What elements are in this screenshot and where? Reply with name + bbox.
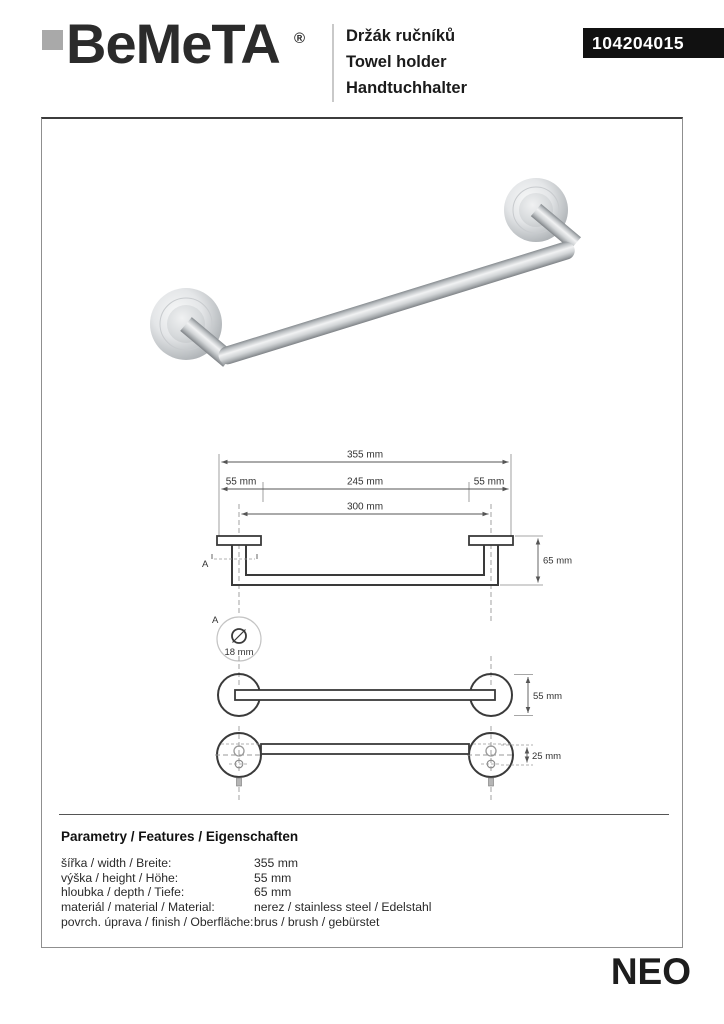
param-value: brus / brush / gebürstet — [254, 914, 380, 929]
param-row — [61, 900, 432, 915]
dim-label-18: 18 mm — [224, 647, 254, 658]
dim-label-55-front: 55 mm — [533, 691, 563, 702]
dim-label-300: 300 mm — [346, 501, 384, 513]
product-photo — [113, 164, 613, 414]
param-row — [61, 856, 432, 871]
param-row — [61, 914, 432, 929]
content-box — [41, 117, 683, 948]
wall-plate-left — [217, 536, 261, 545]
series-name: NEO — [610, 951, 691, 992]
front-bar — [235, 690, 495, 700]
side-view-inner — [246, 545, 484, 575]
param-label: výška / height / Höhe: — [61, 870, 179, 885]
param-value: 55 mm — [254, 870, 292, 885]
param-label: šířka / width / Breite: — [61, 856, 172, 871]
towel-bar — [216, 239, 577, 366]
param-value: nerez / stainless steel / Edelstahl — [254, 900, 432, 915]
product-title-cs: Držák ručníků — [346, 27, 456, 45]
dim-label-55-right: 55 mm — [473, 476, 505, 488]
param-table — [61, 856, 432, 929]
screw-tip — [489, 778, 494, 786]
product-titles — [346, 23, 467, 101]
side-view-outer — [232, 545, 498, 585]
top-bar — [261, 744, 469, 754]
product-title-en: Towel holder — [346, 53, 447, 71]
param-row — [61, 871, 432, 886]
screw-tip — [237, 778, 242, 786]
brand-square-icon — [42, 30, 63, 50]
param-label: materiál / material / Material: — [61, 900, 215, 915]
wall-plate-right — [469, 536, 513, 545]
dim-label-245: 245 mm — [346, 476, 384, 488]
dim-label-25: 25 mm — [532, 751, 562, 762]
param-separator — [59, 814, 669, 815]
param-value: 65 mm — [254, 885, 292, 900]
param-row — [61, 885, 432, 900]
dim-label-65: 65 mm — [543, 555, 573, 567]
product-code-badge: 104204015 — [583, 28, 724, 58]
param-label: povrch. úprava / finish / Oberfläche: — [61, 914, 254, 929]
param-label: hloubka / depth / Tiefe: — [61, 885, 185, 900]
brand-logo-text: BeMeTA — [66, 12, 280, 75]
header-divider — [332, 24, 334, 102]
technical-drawing — [181, 442, 581, 812]
param-value: 355 mm — [254, 856, 299, 871]
dim-label-55-left: 55 mm — [225, 476, 257, 488]
section-mark-label: A — [202, 559, 209, 570]
product-title-de: Handtuchhalter — [346, 79, 468, 97]
registered-trademark-icon: ® — [294, 30, 306, 47]
param-heading: Parametry / Features / Eigenschaften — [61, 829, 299, 844]
dim-label-355: 355 mm — [346, 449, 384, 461]
detail-mark-label: A — [212, 615, 219, 626]
